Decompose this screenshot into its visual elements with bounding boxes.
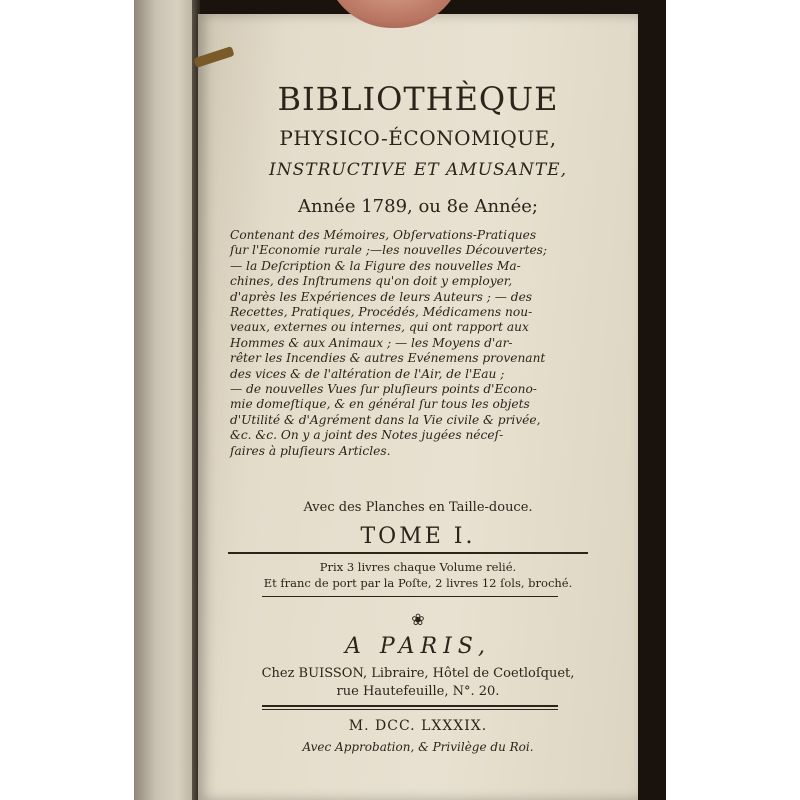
divider-rule	[262, 596, 558, 597]
contents-line: ſaires à pluſieurs Articles.	[230, 443, 391, 458]
privilege-line: Avec Approbation, & Privilège du Roi.	[302, 740, 534, 754]
contents-line: chines, des Inſtrumens qu'on doit y employer,	[230, 274, 513, 289]
contents-paragraph	[230, 228, 610, 459]
contents-line: Recettes, Pratiques, Procédés, Médicamens nou-	[230, 305, 533, 320]
contents-line: Contenant des Mémoires, Obſervations-Pratiques	[230, 228, 537, 242]
contents-line: — de nouvelles Vues ſur pluſieurs points d'Econo-	[230, 382, 537, 397]
left-page-edge	[134, 0, 196, 800]
plates-line: Avec des Planches en Taille-douce.	[303, 500, 533, 515]
contents-line: Hommes & aux Animaux ; — les Moyens d'ar-	[230, 335, 513, 350]
contents-line: mie domeſtique, & en général ſur tous les objets	[230, 397, 530, 412]
book-subtitle-2: INSTRUCTIVE ET AMUSANTE,	[269, 160, 567, 180]
book-subtitle-1: PHYSICO-ÉCONOMIQUE,	[279, 126, 557, 150]
publisher-line-2: rue Hautefeuille, N°. 20.	[336, 684, 500, 699]
contents-line: — la Deſcription & la Figure des nouvelles Ma-	[230, 258, 521, 273]
divider-rule	[262, 705, 558, 707]
price-line-2: Et franc de port par la Poſte, 2 livres 12 ſols, broché.	[263, 576, 573, 590]
divider-rule	[228, 552, 588, 554]
book-photo	[134, 0, 666, 800]
book-title: BIBLIOTHÈQUE	[277, 80, 559, 118]
tome-label: TOME I.	[360, 524, 476, 549]
contents-line: veaux, externes ou internes, qui ont rapport aux	[230, 320, 529, 335]
contents-line: &c. &c. On y a joint des Notes jugées néceſ-	[230, 428, 504, 443]
date-line: M. DCC. LXXXIX.	[348, 718, 488, 734]
contents-line: d'Utilité & d'Agrément dans la Vie civile & privée,	[230, 412, 541, 427]
year-line: Année 1789, ou 8e Année;	[298, 196, 538, 217]
flower-ornament-icon: ❀	[411, 610, 425, 629]
publisher-line-1: Chez BUISSON, Libraire, Hôtel de Coetloſquet,	[261, 666, 575, 681]
contents-line: des vices & de l'altération de l'Air, de l'Eau ;	[230, 366, 505, 381]
contents-line: ſur l'Economie rurale ;—les nouvelles Découvertes;	[230, 243, 548, 258]
contents-line: d'après les Expériences de leurs Auteurs ; — des	[230, 289, 533, 304]
city-line: A PARIS,	[344, 634, 492, 659]
divider-rule	[262, 709, 558, 710]
contents-line: rêter les Incendies & autres Evénemens provenant	[230, 351, 546, 366]
price-line-1: Prix 3 livres chaque Volume relié.	[319, 560, 517, 574]
